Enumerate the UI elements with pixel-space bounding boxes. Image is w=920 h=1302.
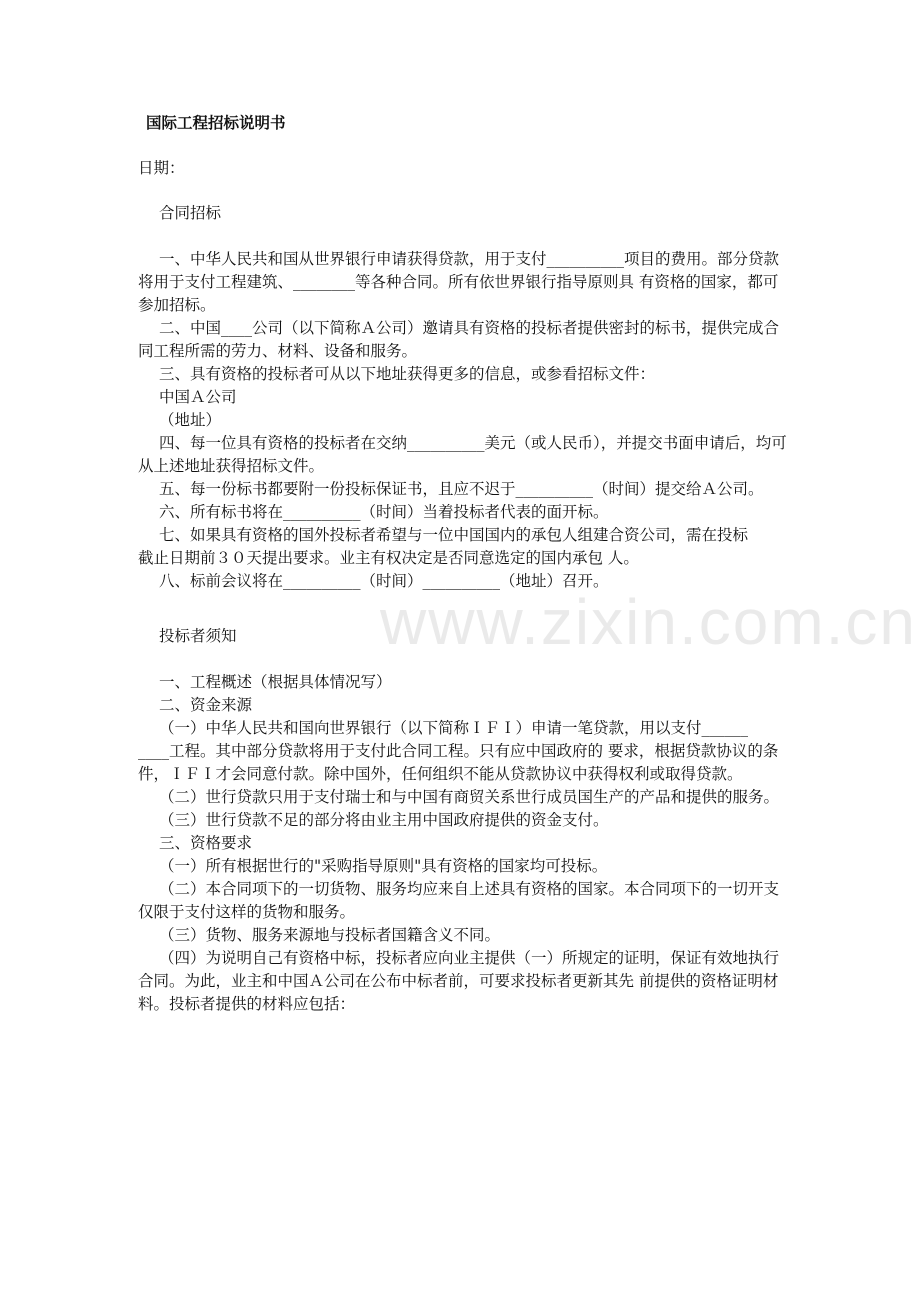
paragraph: 三、具有资格的投标者可从以下地址获得更多的信息，或参看招标文件：: [159, 365, 656, 383]
watermark: www.zixin.com.cn: [380, 586, 917, 658]
paragraph: 三、资格要求: [159, 834, 253, 852]
paragraph: （三）世行贷款不足的部分将由业主用中国政府提供的资金支付。: [159, 811, 609, 829]
document-title: 国际工程招标说明书: [146, 114, 286, 132]
paragraph: 五、每一份标书都要附一份投标保证书，且应不迟于__________（时间）提交给Ａ公司。: [159, 480, 764, 498]
paragraph: 四、每一位具有资格的投标者在交纳__________美元（或人民币），并提交书面申请后，均可从上述地址获得招标文件。: [138, 434, 787, 475]
paragraph: （三）货物、服务来源地与投标者国籍含义不同。: [159, 926, 501, 944]
paragraph: （一）所有根据世行的"采购指导原则"具有资格的国家均可投标。: [159, 857, 608, 875]
paragraph: 八、标前会议将在__________（时间）__________（地址）召开。: [159, 572, 609, 590]
address-placeholder: （地址）: [159, 411, 222, 429]
paragraph: （一）中华人民共和国向世界银行（以下简称ＩＦＩ）申请一笔贷款，用以支付______: [159, 719, 749, 737]
date-label: 日期：: [138, 159, 185, 177]
paragraph: 二、资金来源: [159, 696, 253, 714]
document-body: [138, 111, 788, 1016]
paragraph: （二）世行贷款只用于支付瑞士和与中国有商贸关系世行成员国生产的产品和提供的服务。: [159, 788, 780, 806]
section-heading-contract-bidding: 合同招标: [159, 204, 222, 222]
paragraph: 二、中国____公司（以下简称Ａ公司）邀请具有资格的投标者提供密封的标书，提供完成合同工程所需的劳力、材料、设备和服务。: [138, 319, 780, 360]
paragraph: 七、如果具有资格的国外投标者希望与一位中国国内的承包人组建合资公司，需在投标: [159, 526, 749, 544]
company-name: 中国Ａ公司: [159, 388, 237, 406]
paragraph: 六、所有标书将在__________（时间）当着投标者代表的面开标。: [159, 503, 609, 521]
paragraph: 一、工程概述（根据具体情况写）: [159, 673, 392, 691]
paragraph: 一、中华人民共和国从世界银行申请获得贷款，用于支付__________项目的费用。部分贷款将用于支付工程建筑、________等各种合同。所有依世界银行指导原则具 有资格的国家，都可参加招标。: [138, 250, 780, 314]
paragraph: （四）为说明自己有资格中标，投标者应向业主提供（一）所规定的证明，保证有效地执行合同。为此，业主和中国Ａ公司在公布中标者前，可要求投标者更新其先 前提供的资格证明材料。投标者提供的材料应包括：: [138, 949, 780, 1013]
section-heading-instructions-to-bidders: 投标者须知: [159, 627, 237, 645]
paragraph: （二）本合同项下的一切货物、服务均应来自上述具有资格的国家。本合同项下的一切开支仅限于支付这样的货物和服务。: [138, 880, 780, 921]
paragraph: ____工程。其中部分贷款将用于支付此合同工程。只有应中国政府的 要求，根据贷款协议的条件，ＩＦＩ才会同意付款。除中国外，任何组织不能从贷款协议中获得权利或取得贷款。: [138, 742, 779, 783]
paragraph: 截止日期前３０天提出要求。业主有权决定是否同意选定的国内承包 人。: [138, 549, 639, 567]
